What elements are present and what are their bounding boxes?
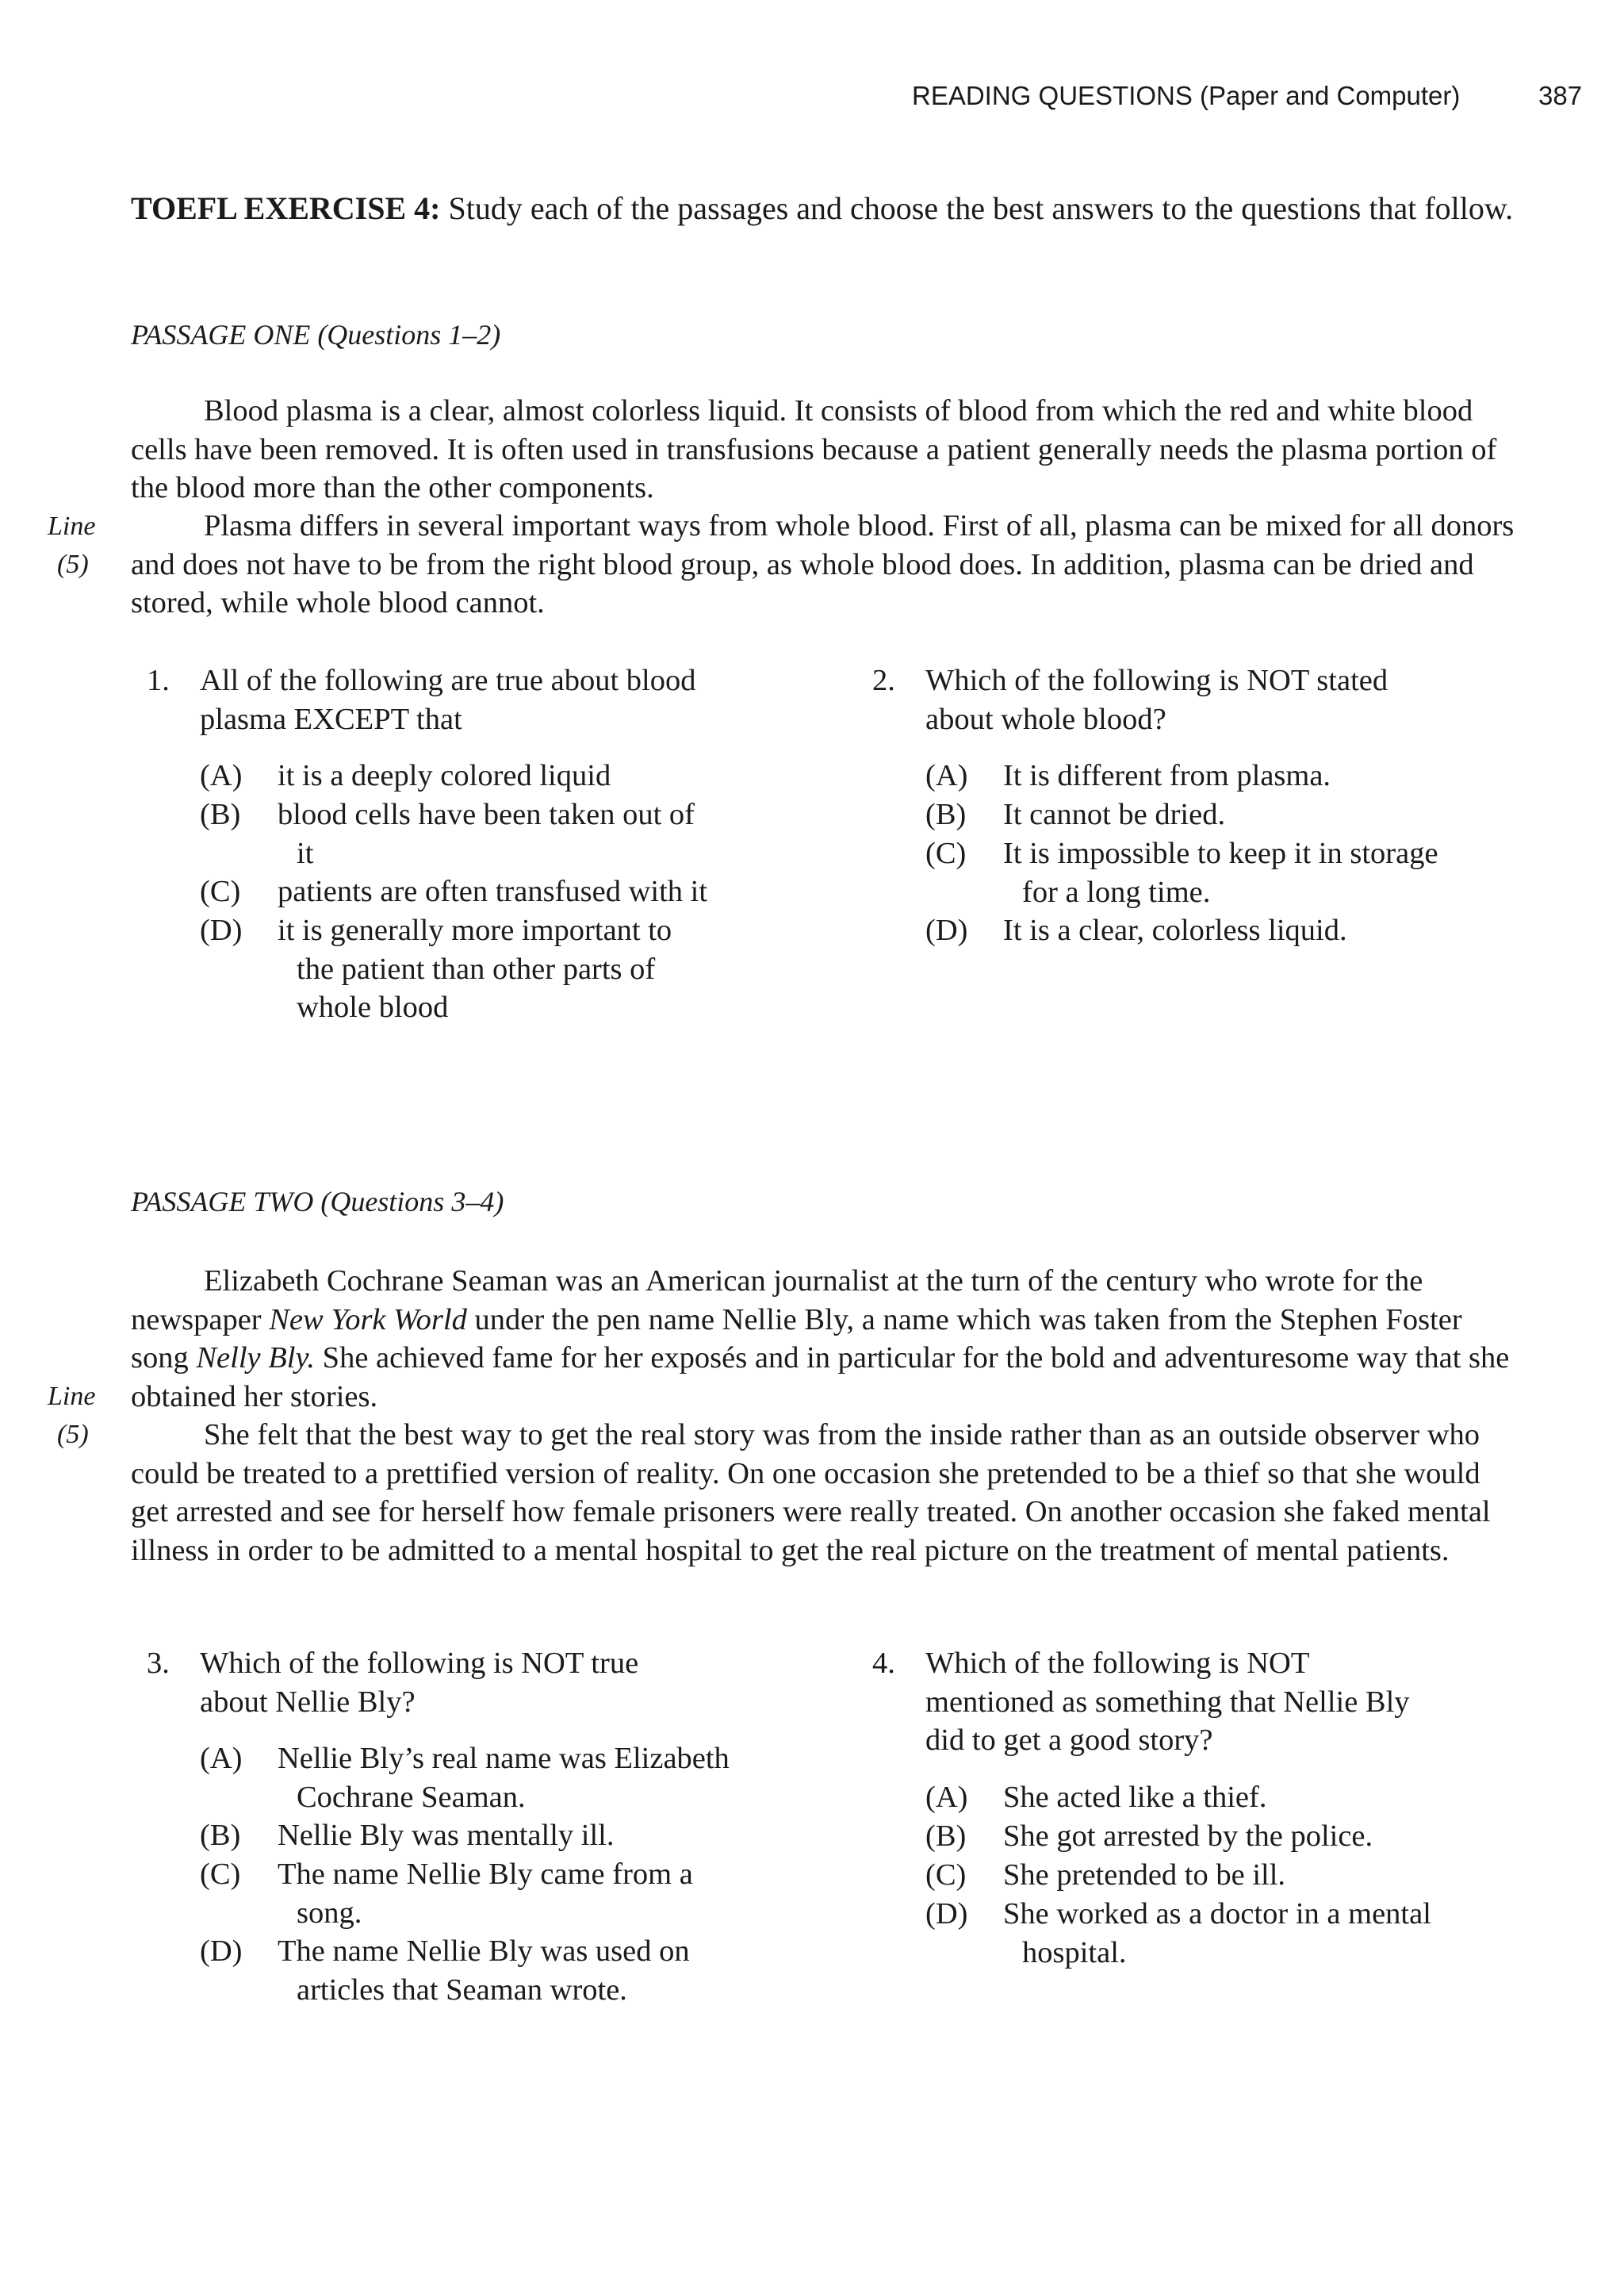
- option-letter: (C): [925, 1858, 967, 1892]
- option-letter: (A): [200, 1742, 243, 1775]
- passage-two-paragraph-2: She felt that the best way to get the real story was from the inside rather than as an outside observer who could be treated to a prettified version of reality. On one occasion she pretended to be a thief so that she would get arrested and see for herself how female prisoners were really treated. On another occasion she faked mental illness in order to be admitted to a mental hospital to get the real picture on the treatment of mental patients.: [131, 1418, 1491, 1567]
- song-title: Nelly Bly.: [196, 1341, 316, 1375]
- option-letter: (B): [200, 798, 241, 831]
- option-line: Cochrane Seaman.: [297, 1780, 526, 1814]
- exercise-title: [131, 189, 1515, 228]
- passage-one-paragraph-2: Plasma differs in several important ways from whole blood. First of all, plasma can be mixed for all donors and does not have to be from the right blood group, as whole blood does. In addition, plasma can be dried and stored, while whole blood cannot.: [131, 509, 1515, 619]
- question-number: 1.: [147, 664, 170, 697]
- option-line: for a long time.: [1022, 875, 1211, 909]
- option-text: [278, 757, 833, 796]
- question-number: 2.: [872, 664, 895, 697]
- option-letter: (A): [925, 759, 968, 792]
- option-letter: (C): [200, 1858, 241, 1891]
- stem-line: Which of the following is NOT: [925, 1647, 1310, 1680]
- page-number: 387: [1538, 81, 1583, 110]
- stem-line: All of the following are true about blood: [200, 664, 696, 697]
- option-text: [278, 1739, 848, 1816]
- line-number-marker: (5): [57, 1420, 89, 1449]
- option-text: [278, 796, 833, 872]
- option-letter: (A): [200, 759, 243, 792]
- option-letter: (D): [200, 914, 243, 947]
- stem-line: did to get a good story?: [925, 1723, 1213, 1757]
- stem-line: mentioned as something that Nellie Bly: [925, 1685, 1410, 1719]
- option-line: It is impossible to keep it in storage: [1003, 837, 1438, 870]
- text-run: Elizabeth Cochrane Seaman was an American journalist at the turn of the century who wrote for the newspaper: [131, 1264, 1423, 1336]
- option-text: [278, 911, 833, 1027]
- option-line: patients are often transfused with it: [278, 875, 708, 908]
- passage-one-label: PASSAGE ONE (Questions 1–2): [131, 319, 501, 351]
- option-text: [1003, 911, 1558, 950]
- exercise-instructions: Study each of the passages and choose the best answers to the questions that follow.: [448, 190, 1514, 226]
- option-text: [278, 1816, 833, 1855]
- question-4: [872, 1644, 1570, 1977]
- question-stem: [925, 1644, 1410, 1760]
- stem-line: about whole blood?: [925, 702, 1166, 736]
- option-line: song.: [297, 1896, 362, 1930]
- option-text: [1003, 1778, 1558, 1817]
- option-line: It cannot be dried.: [1003, 798, 1226, 831]
- option-text: [278, 1855, 833, 1932]
- option-line: The name Nellie Bly came from a: [278, 1858, 693, 1891]
- option-text: [1003, 1856, 1558, 1895]
- option-line: The name Nellie Bly was used on: [278, 1934, 690, 1968]
- option-line: it is generally more important to: [278, 914, 672, 947]
- line-marker: Line: [48, 512, 96, 541]
- option-line: She acted like a thief.: [1003, 1781, 1267, 1814]
- question-number: 3.: [147, 1647, 170, 1680]
- option-text: [1003, 1817, 1558, 1856]
- option-line: She worked as a doctor in a mental: [1003, 1897, 1431, 1931]
- option-letter: (C): [200, 875, 241, 908]
- option-letter: (B): [925, 1819, 967, 1853]
- text-run: She achieved fame for her exposés and in particular for the bold and adventuresome way that she obtained her stories.: [131, 1341, 1510, 1413]
- option-text: [278, 872, 833, 911]
- option-line: She pretended to be ill.: [1003, 1858, 1286, 1892]
- passage-one-paragraph-1: Blood plasma is a clear, almost colorless liquid. It consists of blood from which the red and white blood cells have been removed. It is often used in transfusions because a patient generally needs the plasma portion of the blood more than the other components.: [131, 394, 1497, 504]
- option-letter: (B): [925, 798, 967, 831]
- option-line: Nellie Bly was mentally ill.: [278, 1819, 615, 1852]
- question-1: [147, 661, 813, 1034]
- option-text: [1003, 1895, 1574, 1972]
- option-line: articles that Seaman wrote.: [297, 1973, 627, 2007]
- option-line: It is a clear, colorless liquid.: [1003, 914, 1347, 947]
- line-marker: Line: [48, 1382, 96, 1411]
- option-letter: (D): [200, 1934, 243, 1968]
- option-line: whole blood: [297, 991, 449, 1024]
- option-line: She got arrested by the police.: [1003, 1819, 1373, 1853]
- option-letter: (B): [200, 1819, 241, 1852]
- running-header: [912, 76, 1583, 116]
- option-letter: (D): [925, 1897, 968, 1931]
- passage-two-label: PASSAGE TWO (Questions 3–4): [131, 1186, 504, 1217]
- option-letter: (C): [925, 837, 967, 870]
- option-text: [1003, 757, 1558, 796]
- passage-two-paragraph-1: [131, 1262, 1515, 1416]
- question-2: [872, 661, 1570, 979]
- option-line: it: [297, 836, 314, 870]
- question-number: 4.: [872, 1647, 895, 1680]
- option-line: Nellie Bly’s real name was Elizabeth: [278, 1742, 730, 1775]
- question-stem: [925, 661, 1388, 738]
- stem-line: plasma EXCEPT that: [200, 702, 462, 736]
- option-line: blood cells have been taken out of: [278, 798, 695, 831]
- line-number-marker: (5): [57, 550, 89, 579]
- stem-line: Which of the following is NOT true: [200, 1647, 639, 1680]
- option-line: the patient than other parts of: [297, 952, 656, 986]
- question-stem: [200, 1644, 638, 1721]
- option-text: [1003, 834, 1574, 911]
- newspaper-title: New York World: [269, 1302, 467, 1336]
- stem-line: Which of the following is NOT stated: [925, 664, 1388, 697]
- option-line: hospital.: [1022, 1935, 1127, 1969]
- option-text: [1003, 796, 1558, 834]
- question-3: [147, 1644, 813, 2017]
- option-letter: (A): [925, 1781, 968, 1814]
- option-text: [278, 1932, 833, 2009]
- question-stem: [200, 661, 695, 738]
- option-line: it is a deeply colored liquid: [278, 759, 611, 792]
- option-line: It is different from plasma.: [1003, 759, 1331, 792]
- section-title: READING QUESTIONS (Paper and Computer): [912, 81, 1461, 110]
- option-letter: (D): [925, 914, 968, 947]
- exercise-label: TOEFL EXERCISE 4:: [131, 190, 441, 226]
- stem-line: about Nellie Bly?: [200, 1685, 416, 1719]
- text-run: under the pen name Nellie Bly, a name which was taken from the Stephen Foster song: [131, 1302, 1462, 1375]
